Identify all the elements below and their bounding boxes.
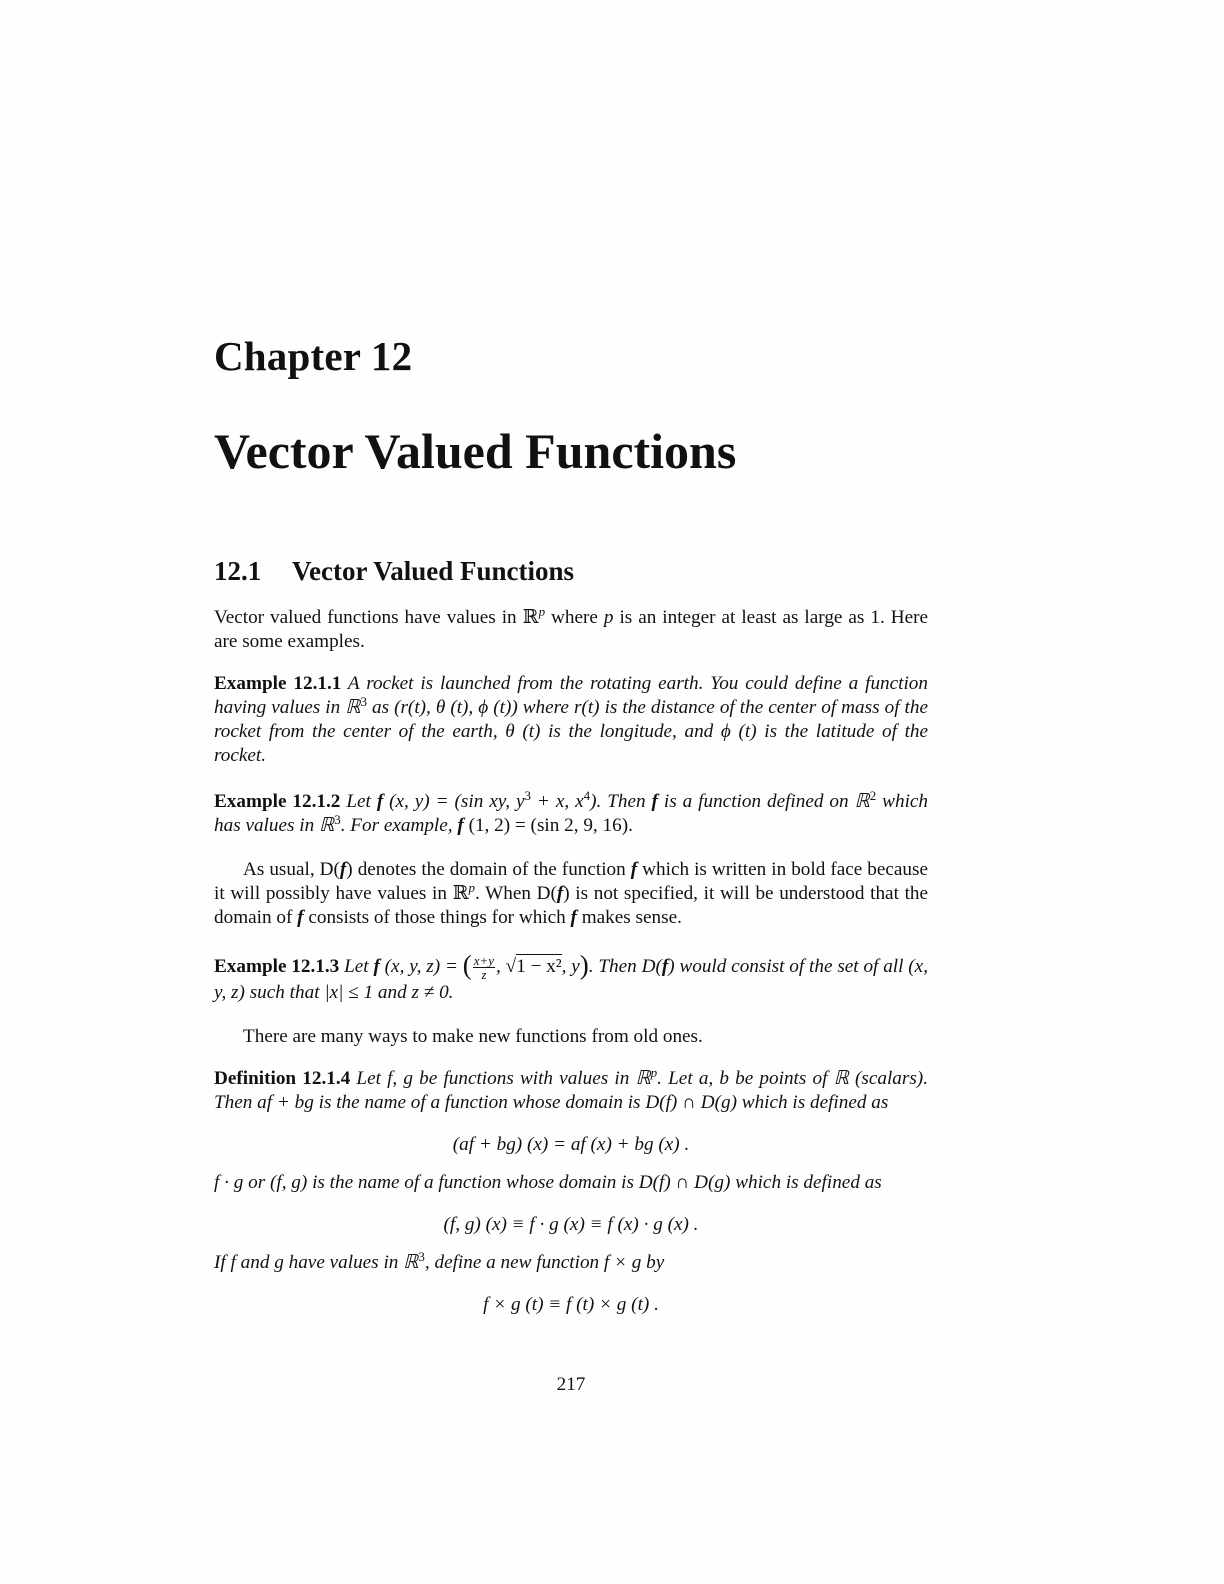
equation-dot-product: (f, g) (x) ≡ f · g (x) ≡ f (x) · g (x) .: [443, 1214, 699, 1235]
paragraph-text: ) is not specified, it will be understood that the domain of: [214, 883, 929, 928]
superscript: 3: [524, 788, 531, 803]
example-text: Then: [601, 791, 652, 812]
superscript: p: [538, 604, 546, 619]
example-text: is a function defined on ℝ: [657, 791, 870, 812]
math-var: p: [603, 607, 614, 628]
definition-text: . Let a, b be points of ℝ (scalars). Then af + bg is the name of a function whose domain is D(f) ∩ D(g) which is defined as: [214, 1068, 928, 1113]
math-bold-f: f: [373, 955, 380, 977]
section-number: 12.1: [214, 556, 262, 586]
example-label: Example 12.1.1: [214, 673, 342, 694]
math-expr: ).: [590, 791, 602, 812]
example-text: where: [517, 697, 574, 718]
new-functions-paragraph: There are many ways to make new functions from old ones.: [243, 1026, 703, 1047]
math-expr: (r(t), θ (t), ϕ (t)): [394, 697, 518, 718]
equation-cross-product: f × g (t) ≡ f (t) × g (t) .: [483, 1294, 659, 1315]
page-number: 217: [556, 1374, 586, 1395]
paragraph-text: ) denotes the domain of the function: [346, 859, 631, 880]
intro-paragraph: [214, 606, 928, 654]
definition-label: Definition 12.1.4: [214, 1068, 351, 1089]
example-12-1-2: [214, 790, 928, 838]
paragraph-text: . When D(: [475, 883, 557, 904]
math-expr: ϕ (t): [720, 721, 757, 742]
intro-text: where: [545, 607, 604, 628]
example-text: which has values in ℝ: [214, 791, 929, 836]
example-12-1-1: [214, 672, 928, 768]
math-expr: r(t): [573, 697, 600, 718]
math-expr: θ (t): [505, 721, 541, 742]
definition-12-1-4: [214, 1067, 928, 1115]
fraction: [473, 954, 495, 981]
paragraph-text: As usual, D(: [243, 859, 340, 880]
math-expr: (x, y) = (sin xy, y: [383, 791, 525, 812]
example-text: is the distance of the center of mass of the rocket from the center of the earth,: [214, 697, 928, 742]
math-expr: , √: [496, 955, 517, 977]
math-bold-f: f: [556, 883, 564, 904]
section-heading: [214, 556, 574, 587]
paragraph-text: which is written in bold face because it will possibly have values in ℝ: [214, 859, 928, 904]
example-text: Let: [340, 791, 377, 812]
example-text: A rocket is launched from the rotating earth. You could define a function having values in ℝ: [214, 673, 928, 718]
example-text: Let: [339, 955, 374, 977]
example-text: ) would consist of the set of all (x, y, z) such that |x| ≤ 1 and z ≠ 0.: [214, 955, 928, 1003]
math-expr: + x, x: [530, 791, 584, 812]
math-bold-f: f: [339, 859, 347, 880]
superscript: p: [468, 880, 476, 895]
definition-text-cross: [214, 1251, 928, 1275]
math-bold-f: f: [661, 955, 669, 977]
paragraph-text: makes sense.: [576, 907, 682, 928]
body-text: [214, 606, 928, 1331]
intro-text: is an integer at least as large as 1. Here are some examples.: [214, 607, 928, 652]
definition-text: , define a new function f × g by: [424, 1252, 665, 1273]
math-bold-f: f: [630, 859, 638, 880]
superscript: 4: [583, 788, 591, 803]
fraction-numerator: x+y: [473, 953, 495, 968]
big-paren: (: [462, 949, 472, 980]
chapter-title: Vector Valued Functions: [214, 423, 737, 479]
superscript: p: [650, 1065, 658, 1080]
math-bold-f: f: [457, 815, 464, 836]
equation-linear-combination: (af + bg) (x) = af (x) + bg (x) .: [452, 1134, 690, 1155]
example-text: . Then D(: [588, 955, 662, 977]
domain-paragraph: [214, 858, 928, 930]
math-bold-f: f: [651, 791, 658, 812]
example-text: as: [366, 697, 395, 718]
superscript: 2: [869, 788, 877, 803]
example-text: is the latitude of the rocket.: [214, 721, 929, 766]
math-bold-f: f: [570, 907, 577, 928]
superscript: 3: [334, 812, 341, 827]
math-expr: , y: [561, 955, 580, 977]
example-label: Example 12.1.2: [214, 791, 341, 812]
chapter-label: Chapter 12: [214, 333, 413, 379]
example-text: is the longitude, and: [540, 721, 721, 742]
definition-text-dot: f · g or (f, g) is the name of a function whose domain is D(f) ∩ D(g) which is defined as: [214, 1172, 882, 1193]
example-label: Example 12.1.3: [214, 955, 340, 977]
math-bold-f: f: [297, 907, 304, 928]
sqrt-body: 1 − x²: [516, 955, 562, 977]
superscript: 3: [360, 694, 367, 709]
math-expr: (x, y, z) =: [379, 955, 463, 977]
fraction-denominator: z: [481, 967, 487, 982]
definition-text: If f and g have values in ℝ: [214, 1252, 419, 1273]
section-title: Vector Valued Functions: [292, 556, 575, 586]
example-12-1-3: [214, 949, 928, 1005]
math-expr: (1, 2) = (sin 2, 9, 16).: [463, 815, 633, 836]
definition-text: Let f, g be functions with values in ℝ: [350, 1068, 651, 1089]
paragraph-text: consists of those things for which: [303, 907, 571, 928]
example-text: . For example,: [340, 815, 458, 836]
big-paren: ): [579, 949, 589, 980]
superscript: 3: [418, 1249, 425, 1264]
intro-text: Vector valued functions have values in ℝ: [214, 607, 539, 628]
math-bold-f: f: [376, 791, 384, 812]
